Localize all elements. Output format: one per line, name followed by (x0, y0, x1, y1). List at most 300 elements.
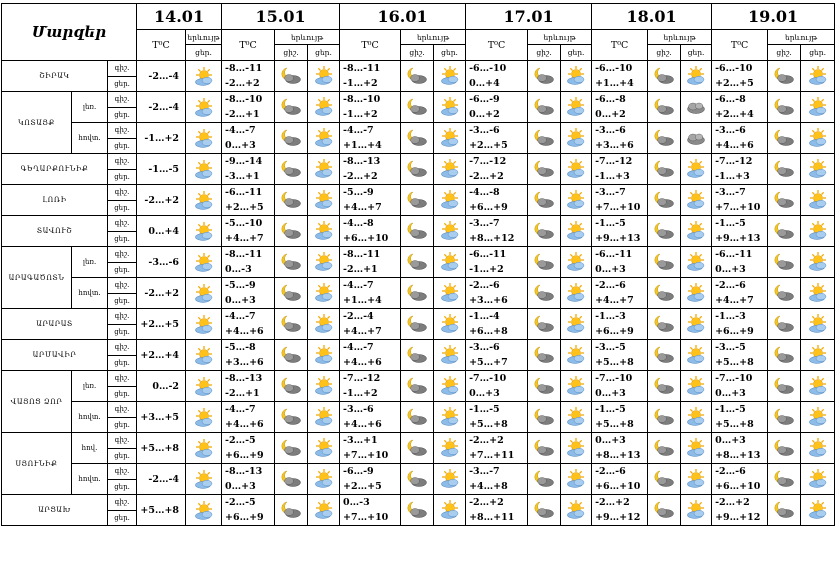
sky-day-heading: ցեր. (681, 45, 712, 61)
moon-cloud-icon (648, 216, 681, 247)
period-night-label: գիշ. (108, 92, 137, 108)
night-temperature: -3…-7 (595, 187, 626, 198)
moon-cloud-icon (528, 464, 561, 495)
sun-cloud-icon (186, 433, 222, 464)
night-temperature: -4…-7 (343, 280, 374, 291)
sun-cloud-icon (434, 123, 466, 154)
temperature-range (712, 61, 768, 92)
day-temperature: +6…+10 (595, 481, 641, 492)
temperature-range (340, 340, 401, 371)
temperature-heading: T⁰C (712, 30, 768, 61)
night-temperature: -8…-10 (343, 94, 381, 105)
moon-cloud-icon (648, 340, 681, 371)
night-temperature: -4…-7 (343, 342, 374, 353)
night-temperature: -2…-6 (595, 280, 626, 291)
sun-cloud-icon (434, 154, 466, 185)
temperature-range (592, 154, 648, 185)
moon-cloud-icon (528, 154, 561, 185)
night-temperature: -1…-5 (595, 404, 626, 415)
day-temperature: -3…+1 (225, 171, 260, 182)
day-temperature: +4…+6 (225, 326, 264, 337)
temperature-range (466, 61, 528, 92)
night-temperature: -4…-8 (469, 187, 500, 198)
table-row (2, 402, 835, 418)
temperature-range (466, 278, 528, 309)
temperature-range (340, 61, 401, 92)
temperature-value: +5…+8 (137, 433, 186, 464)
moon-cloud-icon (275, 278, 308, 309)
day-temperature: -2…+1 (225, 388, 260, 399)
day-temperature: +3…+6 (595, 140, 634, 151)
temperature-range (712, 371, 768, 402)
period-day-label: ցեր. (108, 510, 137, 526)
sky-heading: երևույթ (186, 30, 222, 45)
subregion-label: լեռ. (72, 247, 108, 278)
temperature-range (712, 278, 768, 309)
moon-cloud-icon (648, 247, 681, 278)
moon-cloud-icon (768, 371, 801, 402)
day-temperature: -2…+1 (343, 264, 378, 275)
moon-cloud-icon (275, 340, 308, 371)
day-temperature: 0…+2 (595, 109, 626, 120)
temperature-range (222, 433, 275, 464)
moon-cloud-icon (768, 433, 801, 464)
table-body (2, 61, 835, 526)
moon-cloud-icon (401, 123, 434, 154)
sun-cloud-icon (308, 371, 340, 402)
day-temperature: +6…+9 (225, 450, 264, 461)
sun-cloud-icon (561, 92, 592, 123)
temperature-range (592, 123, 648, 154)
day-temperature: 0…+3 (595, 388, 626, 399)
night-temperature: -8…-11 (343, 249, 381, 260)
sun-cloud-icon (434, 495, 466, 526)
sun-cloud-icon (561, 216, 592, 247)
period-night-label: գիշ. (108, 309, 137, 325)
day-temperature: +7…+10 (715, 202, 761, 213)
moon-cloud-icon (768, 61, 801, 92)
sun-cloud-icon (186, 495, 222, 526)
moon-cloud-icon (528, 61, 561, 92)
table-header (2, 4, 835, 61)
period-night-label: գիշ. (108, 185, 137, 201)
sun-cloud-icon (681, 433, 712, 464)
moon-cloud-icon (768, 309, 801, 340)
temperature-range (222, 216, 275, 247)
temperature-range (592, 495, 648, 526)
sun-cloud-icon (681, 464, 712, 495)
day-temperature: +7…+11 (469, 450, 515, 461)
night-temperature: -1…-5 (715, 218, 746, 229)
region-name: ՇԻՐԱԿ (2, 61, 108, 92)
night-temperature: 0…-3 (343, 497, 370, 508)
temperature-value: -2…+2 (137, 278, 186, 309)
table-row (2, 309, 835, 325)
day-temperature: -1…+2 (343, 78, 378, 89)
sun-cloud-icon (801, 247, 835, 278)
day-temperature: 0…+3 (225, 481, 256, 492)
moon-cloud-icon (528, 92, 561, 123)
sun-cloud-icon (434, 247, 466, 278)
day-temperature: +8…+13 (715, 450, 761, 461)
sky-day-heading: ցեր. (186, 45, 222, 61)
day-temperature: 0…+3 (715, 388, 746, 399)
moon-cloud-icon (275, 402, 308, 433)
temperature-range (340, 247, 401, 278)
day-temperature: +5…+8 (715, 419, 754, 430)
period-day-label: ցեր. (108, 417, 137, 433)
moon-cloud-icon (401, 92, 434, 123)
night-temperature: -2…+2 (715, 497, 750, 508)
night-temperature: 0…+3 (595, 435, 626, 446)
sun-cloud-icon (561, 61, 592, 92)
date-heading: 14.01 (137, 4, 222, 30)
sun-cloud-icon (801, 123, 835, 154)
moon-cloud-icon (528, 433, 561, 464)
sun-cloud-icon (801, 464, 835, 495)
day-temperature: -1…+2 (343, 109, 378, 120)
sun-cloud-icon (186, 371, 222, 402)
temperature-range (466, 433, 528, 464)
table-row (2, 92, 835, 108)
night-temperature: -6…-8 (595, 94, 626, 105)
sky-night-heading: ցիշ. (528, 45, 561, 61)
region-name: ԿՈՏԱՅՔ (2, 92, 72, 154)
table-row (2, 216, 835, 232)
moon-cloud-icon (648, 433, 681, 464)
day-temperature: +7…+10 (343, 450, 389, 461)
temperature-value: -2…+2 (137, 185, 186, 216)
moon-cloud-icon (401, 464, 434, 495)
period-night-label: գիշ. (108, 154, 137, 170)
moon-cloud-icon (528, 247, 561, 278)
day-temperature: -1…+2 (343, 388, 378, 399)
temperature-range (340, 185, 401, 216)
day-temperature: +6…+9 (225, 512, 264, 523)
temperature-value: +2…+4 (137, 340, 186, 371)
sun-cloud-icon (186, 216, 222, 247)
temperature-value: +3…+5 (137, 402, 186, 433)
temperature-value: 0…-2 (137, 371, 186, 402)
temperature-range (222, 464, 275, 495)
night-temperature: -9…-14 (225, 156, 263, 167)
day-temperature: +5…+8 (595, 419, 634, 430)
night-temperature: -8…-11 (343, 63, 381, 74)
night-temperature: -6…-9 (343, 466, 374, 477)
day-temperature: +6…+9 (595, 326, 634, 337)
day-temperature: +8…+12 (469, 233, 515, 244)
temperature-value: -2…-4 (137, 61, 186, 92)
night-temperature: -5…-8 (225, 342, 256, 353)
sun-cloud-icon (186, 278, 222, 309)
day-temperature: +1…+4 (343, 295, 382, 306)
sun-cloud-icon (186, 123, 222, 154)
temperature-range (222, 371, 275, 402)
sky-heading: երևույթ (648, 30, 712, 45)
sun-cloud-icon (801, 278, 835, 309)
moon-cloud-icon (648, 61, 681, 92)
night-temperature: -2…-6 (715, 280, 746, 291)
temperature-heading: T⁰C (137, 30, 186, 61)
night-temperature: -7…-10 (595, 373, 633, 384)
subregion-label: հով. (72, 433, 108, 464)
night-temperature: -3…-7 (469, 218, 500, 229)
temperature-range (712, 185, 768, 216)
table-row (2, 495, 835, 511)
period-day-label: ցեր. (108, 169, 137, 185)
sun-cloud-icon (308, 185, 340, 216)
night-temperature: -3…-6 (343, 404, 374, 415)
day-temperature: 0…+3 (225, 140, 256, 151)
moon-cloud-icon (401, 185, 434, 216)
moon-cloud-icon (401, 154, 434, 185)
day-temperature: +6…+9 (469, 202, 508, 213)
temperature-heading: T⁰C (592, 30, 648, 61)
day-temperature: +4…+7 (343, 202, 382, 213)
moon-cloud-icon (528, 216, 561, 247)
sun-cloud-icon (561, 402, 592, 433)
night-temperature: -6…-8 (715, 94, 746, 105)
date-heading: 19.01 (712, 4, 835, 30)
sun-cloud-icon (434, 433, 466, 464)
temperature-heading: T⁰C (222, 30, 275, 61)
night-temperature: -6…-9 (469, 94, 500, 105)
table-row (2, 371, 835, 387)
moon-cloud-icon (648, 278, 681, 309)
day-temperature: +2…+5 (715, 78, 754, 89)
table-row (2, 61, 835, 77)
period-night-label: գիշ. (108, 433, 137, 449)
night-temperature: -1…-5 (595, 218, 626, 229)
sun-cloud-icon (801, 402, 835, 433)
sun-cloud-icon (681, 309, 712, 340)
day-temperature: -2…+2 (469, 171, 504, 182)
temperature-range (340, 495, 401, 526)
sun-cloud-icon (561, 309, 592, 340)
sun-cloud-icon (434, 464, 466, 495)
night-temperature: -1…-4 (469, 311, 500, 322)
night-temperature: -2…-4 (343, 311, 374, 322)
moon-cloud-icon (275, 185, 308, 216)
period-night-label: գիշ. (108, 216, 137, 232)
sun-cloud-icon (801, 371, 835, 402)
moon-cloud-icon (648, 371, 681, 402)
sky-night-heading: ցիշ. (401, 45, 434, 61)
day-temperature: 0…+3 (225, 295, 256, 306)
table-row (2, 464, 835, 480)
sun-cloud-icon (434, 278, 466, 309)
day-temperature: +6…+9 (715, 326, 754, 337)
day-temperature: +4…+7 (715, 295, 754, 306)
temperature-value: -2…-4 (137, 92, 186, 123)
temperature-range (340, 123, 401, 154)
sun-cloud-icon (561, 340, 592, 371)
subregion-label: հովտ. (72, 464, 108, 495)
day-temperature: +3…+6 (469, 295, 508, 306)
day-temperature: +7…+10 (595, 202, 641, 213)
night-temperature: -2…+2 (469, 435, 504, 446)
temperature-range (592, 92, 648, 123)
moon-cloud-icon (768, 495, 801, 526)
sky-day-heading: ցեր. (801, 45, 835, 61)
day-temperature: +5…+7 (469, 357, 508, 368)
day-temperature: +4…+7 (225, 233, 264, 244)
temperature-range (712, 309, 768, 340)
temperature-range (712, 154, 768, 185)
sun-cloud-icon (308, 278, 340, 309)
sun-cloud-icon (801, 216, 835, 247)
night-temperature: -3…-6 (469, 342, 500, 353)
temperature-range (340, 433, 401, 464)
sun-cloud-icon (308, 123, 340, 154)
sun-cloud-icon (681, 247, 712, 278)
moon-cloud-icon (401, 61, 434, 92)
night-temperature: -2…+2 (469, 497, 504, 508)
region-name: ԼՈՌԻ (2, 185, 108, 216)
temperature-range (712, 495, 768, 526)
night-temperature: -4…-8 (343, 218, 374, 229)
day-temperature: +4…+6 (225, 419, 264, 430)
period-night-label: գիշ. (108, 371, 137, 387)
sun-cloud-icon (186, 61, 222, 92)
day-temperature: 0…+4 (469, 78, 500, 89)
sun-cloud-icon (561, 495, 592, 526)
sun-cloud-icon (308, 61, 340, 92)
moon-cloud-icon (768, 278, 801, 309)
night-temperature: -8…-13 (225, 373, 263, 384)
table-row (2, 340, 835, 356)
temperature-range (222, 247, 275, 278)
sun-cloud-icon (186, 402, 222, 433)
night-temperature: -2…-5 (225, 497, 256, 508)
sun-cloud-icon (561, 464, 592, 495)
night-temperature: -2…-6 (595, 466, 626, 477)
sun-cloud-icon (681, 216, 712, 247)
sun-cloud-icon (681, 278, 712, 309)
temperature-range (222, 402, 275, 433)
temperature-range (340, 278, 401, 309)
night-temperature: -3…-6 (595, 125, 626, 136)
night-temperature: -5…-9 (343, 187, 374, 198)
region-name: ԳԵՂԱՐՔՈՒՆԻՔ (2, 154, 108, 185)
night-temperature: -8…-13 (343, 156, 381, 167)
temperature-value: +5…+8 (137, 495, 186, 526)
day-temperature: +9…+13 (715, 233, 761, 244)
sun-cloud-icon (681, 340, 712, 371)
day-temperature: -2…+1 (225, 109, 260, 120)
day-temperature: +6…+8 (469, 326, 508, 337)
day-temperature: 0…-3 (225, 264, 252, 275)
sun-cloud-icon (186, 185, 222, 216)
temperature-range (712, 216, 768, 247)
day-temperature: +9…+13 (595, 233, 641, 244)
period-day-label: ցեր. (108, 386, 137, 402)
day-temperature: +8…+13 (595, 450, 641, 461)
sun-cloud-icon (308, 216, 340, 247)
period-night-label: գիշ. (108, 495, 137, 511)
subregion-label: լեռ. (72, 92, 108, 123)
moon-cloud-icon (401, 247, 434, 278)
night-temperature: -8…-11 (225, 249, 263, 260)
region-name: ԱՐԱԳԱԾՈՏՆ (2, 247, 72, 309)
sky-day-heading: ցեր. (308, 45, 340, 61)
sun-cloud-icon (186, 340, 222, 371)
night-temperature: -8…-10 (225, 94, 263, 105)
temperature-value: -3…-6 (137, 247, 186, 278)
sun-cloud-icon (434, 402, 466, 433)
night-temperature: -4…-7 (225, 311, 256, 322)
night-temperature: -8…-13 (225, 466, 263, 477)
night-temperature: -7…-10 (469, 373, 507, 384)
moon-cloud-icon (528, 402, 561, 433)
moon-cloud-icon (648, 123, 681, 154)
night-temperature: -7…-12 (469, 156, 507, 167)
moon-cloud-icon (275, 371, 308, 402)
cloud-icon (681, 92, 712, 123)
day-temperature: +6…+10 (343, 233, 389, 244)
temperature-range (222, 185, 275, 216)
temperature-range (222, 92, 275, 123)
sun-cloud-icon (801, 495, 835, 526)
period-day-label: ցեր. (108, 200, 137, 216)
night-temperature: -3…-6 (715, 125, 746, 136)
sun-cloud-icon (561, 247, 592, 278)
moon-cloud-icon (768, 464, 801, 495)
sun-cloud-icon (186, 309, 222, 340)
subregion-label: լեռ. (72, 371, 108, 402)
moon-cloud-icon (401, 278, 434, 309)
table-row (2, 278, 835, 294)
period-day-label: ցեր. (108, 231, 137, 247)
night-temperature: -6…-11 (715, 249, 753, 260)
night-temperature: -7…-12 (715, 156, 753, 167)
period-night-label: գիշ. (108, 464, 137, 480)
moon-cloud-icon (768, 247, 801, 278)
moon-cloud-icon (401, 340, 434, 371)
day-temperature: +2…+5 (469, 140, 508, 151)
moon-cloud-icon (648, 495, 681, 526)
sun-cloud-icon (561, 123, 592, 154)
temperature-range (592, 309, 648, 340)
day-temperature: -1…+2 (469, 264, 504, 275)
sun-cloud-icon (801, 309, 835, 340)
temperature-range (466, 185, 528, 216)
night-temperature: -4…-7 (225, 404, 256, 415)
temperature-range (466, 309, 528, 340)
period-night-label: գիշ. (108, 123, 137, 139)
temperature-range (592, 216, 648, 247)
temperature-range (222, 278, 275, 309)
sky-day-heading: ցեր. (434, 45, 466, 61)
temperature-heading: T⁰C (466, 30, 528, 61)
sun-cloud-icon (434, 61, 466, 92)
temperature-range (466, 340, 528, 371)
day-temperature: -2…+2 (225, 78, 260, 89)
day-temperature: +8…+11 (469, 512, 515, 523)
night-temperature: -1…-5 (715, 404, 746, 415)
temperature-range (712, 433, 768, 464)
temperature-range (222, 154, 275, 185)
region-name: ՏԱՎՈՒՇ (2, 216, 108, 247)
region-name: ԱՐՄԱՎԻՐ (2, 340, 108, 371)
regions-heading: Մարզեր (2, 4, 137, 61)
sun-cloud-icon (561, 433, 592, 464)
day-temperature: +7…+10 (343, 512, 389, 523)
temperature-value: +2…+5 (137, 309, 186, 340)
temperature-range (340, 402, 401, 433)
temperature-range (712, 247, 768, 278)
night-temperature: 0…+3 (715, 435, 746, 446)
